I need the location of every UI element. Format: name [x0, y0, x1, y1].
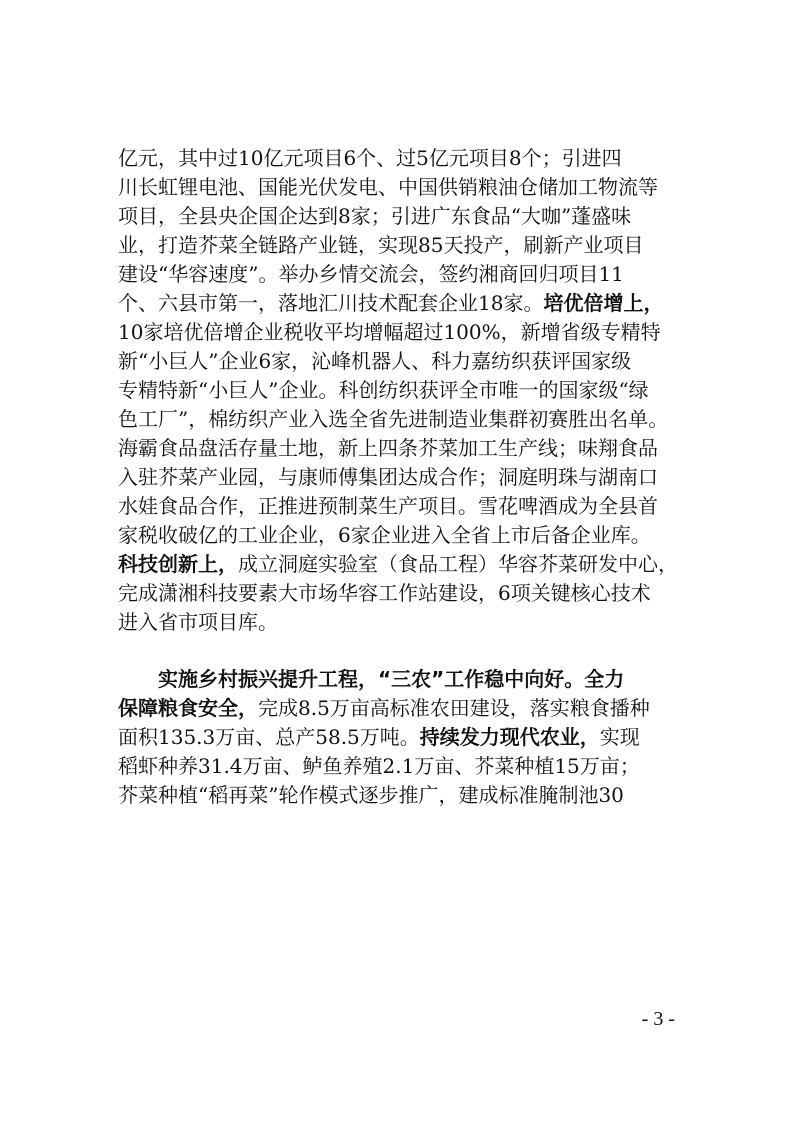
line-text: 面积135.3万亩、总产58.5万吨。	[118, 725, 420, 749]
line-text: 稻虾种养31.4万亩、鲈鱼养殖2.1万亩、芥菜种植15万亩；	[118, 754, 640, 778]
line-text: 建设“华容速度”。举办乡情交流会，签约湘商回归项目11	[118, 262, 624, 286]
text-line	[118, 260, 678, 289]
text-line	[118, 694, 678, 723]
text-line	[118, 144, 678, 173]
line-text: 川长虹锂电池、国能光伏发电、中国供销粮油仓储加工物流等	[118, 175, 658, 199]
text-line	[118, 347, 678, 376]
page-number: - 3 -	[641, 1008, 675, 1030]
text-line	[118, 723, 678, 752]
line-text: 海霸食品盘活存量土地，新上四条芥菜加工生产线；味翔食品	[118, 436, 658, 460]
line-text: 业，打造芥菜全链路产业链，实现85天投产，刷新产业项目	[118, 233, 644, 257]
bold-phrase: 科技创新上，	[118, 552, 238, 576]
text-line	[118, 492, 678, 521]
text-line	[118, 231, 678, 260]
text-line	[118, 318, 678, 347]
line-text: 芥菜种植“稻再菜”轮作模式逐步推广，建成标准腌制池30	[118, 783, 624, 807]
line-text: 项目，全县央企国企达到8家；引进广东食品“大咖”蓬盛味	[118, 204, 632, 228]
text-line	[118, 579, 678, 608]
line-text: 个、六县市第一，落地汇川技术配套企业18家。	[118, 291, 544, 315]
line-text: 家税收破亿的工业企业，6家企业进入全省上市后备企业库。	[118, 523, 651, 547]
text-line	[118, 608, 678, 637]
text-line	[118, 434, 678, 463]
line-text: 入驻芥菜产业园，与康师傅集团达成合作；洞庭明珠与湖南口	[118, 465, 658, 489]
text-line	[118, 463, 678, 492]
line-text: 新“小巨人”企业6家，沁峰机器人、科力嘉纺织获评国家级	[118, 349, 632, 373]
line-text: 实现	[599, 725, 640, 749]
text-line	[118, 405, 678, 434]
section-heading: 实施乡村振兴提升工程，“三农”工作稳中向好。	[158, 667, 585, 691]
text-line	[118, 550, 678, 579]
bold-phrase: 持续发力现代农业，	[419, 725, 600, 749]
line-text: 完成8.5万亩高标准农田建设，落实粮食播种	[258, 696, 650, 720]
bold-phrase: 全力	[584, 667, 625, 691]
line-text: 色工厂”，棉纺织产业入选全省先进制造业集群初赛胜出名单。	[118, 407, 669, 431]
line-text: 10家培优倍增企业税收平均增幅超过100%，新增省级专精特	[118, 320, 661, 344]
line-text: 水娃食品合作，正推进预制菜生产项目。雪花啤酒成为全县首	[118, 494, 658, 518]
text-line	[118, 376, 678, 405]
text-line	[118, 202, 678, 231]
bold-phrase: 保障粮食安全，	[118, 696, 258, 720]
text-line	[118, 289, 678, 318]
line-text: 成立洞庭实验室（食品工程）华容芥菜研发中心，	[238, 552, 678, 576]
text-line	[118, 752, 678, 781]
text-line	[118, 781, 678, 810]
bold-phrase: 培优倍增上，	[543, 291, 664, 315]
line-text: 进入省市项目库。	[118, 610, 278, 634]
text-line	[118, 521, 678, 550]
body-text	[118, 144, 678, 810]
line-text: 完成潇湘科技要素大市场华容工作站建设，6项关键核心技术	[118, 581, 651, 605]
text-line	[118, 173, 678, 202]
text-line	[118, 665, 678, 694]
paragraph-gap	[118, 637, 678, 665]
line-text: 专精特新“小巨人”企业。科创纺织获评全市唯一的国家级“绿	[118, 378, 649, 402]
line-text: 亿元，其中过10亿元项目6个、过5亿元项目8个；引进四	[118, 146, 622, 170]
